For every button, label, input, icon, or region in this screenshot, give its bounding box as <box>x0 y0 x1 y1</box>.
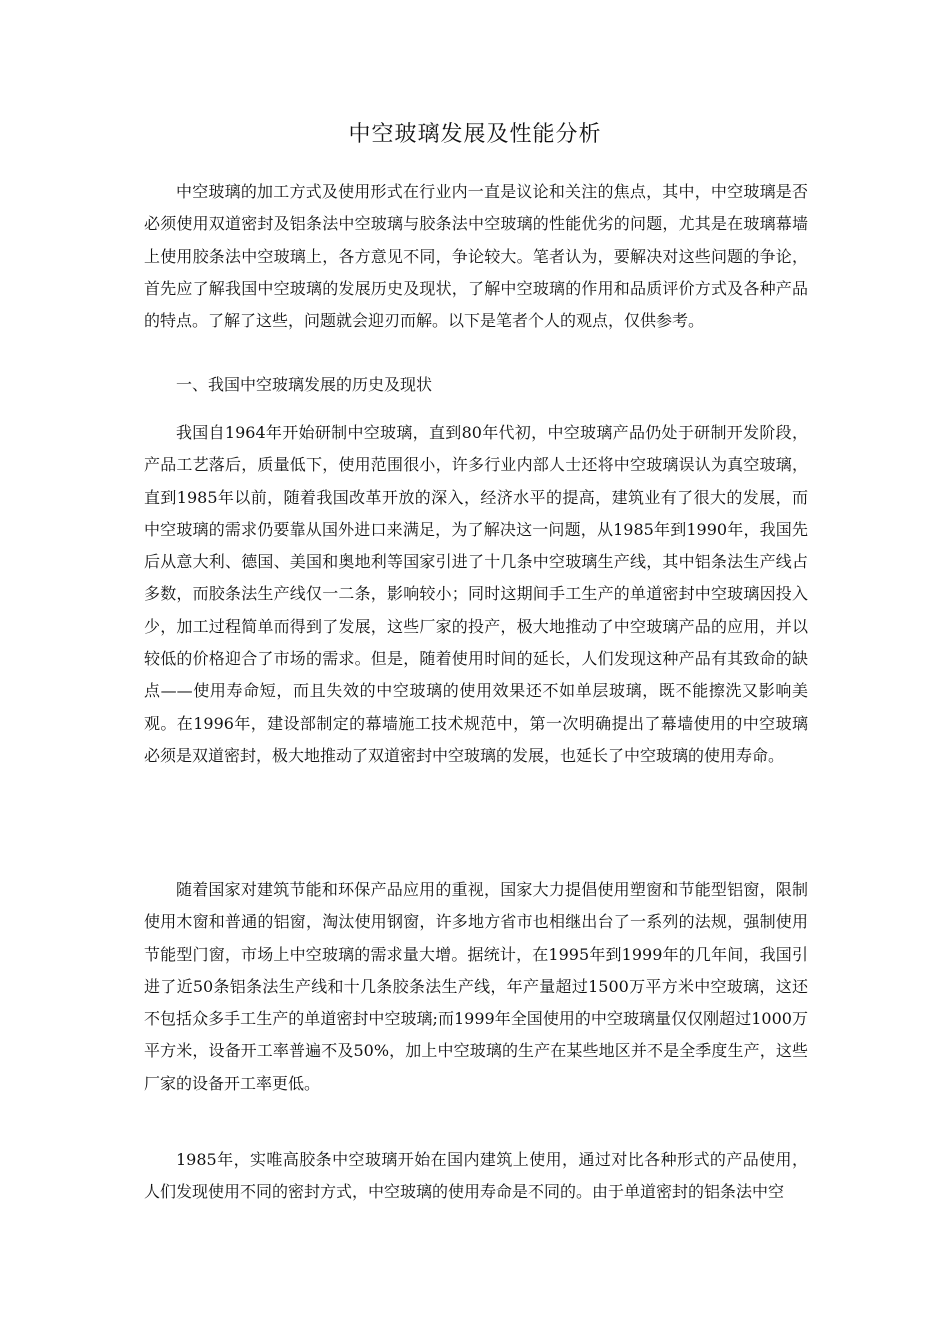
intro-paragraph: 中空玻璃的加工方式及使用形式在行业内一直是议论和关注的焦点，其中，中空玻璃是否必须使用双道密封及铝条法中空玻璃与胶条法中空玻璃的性能优劣的问题，尤其是在玻璃幕墙上使用胶条法中空玻璃上，各方意见不同，争论较大。笔者认为，要解决对这些问题的争论，首先应了解我国中空玻璃的发展历史及现状，了解中空玻璃的作用和品质评价方式及各种产品的特点。了解了这些，问题就会迎刃而解。以下是笔者个人的观点，仅供参考。 <box>144 182 808 331</box>
sealing-paragraph: 1985年，实唯高胶条中空玻璃开始在国内建筑上使用，通过对比各种形式的产品使用，人们发现使用不同的密封方式，中空玻璃的使用寿命是不同的。由于单道密封的铝条法中空 <box>144 1150 808 1202</box>
market-paragraph: 随着国家对建筑节能和环保产品应用的重视，国家大力提倡使用塑窗和节能型铝窗，限制使用木窗和普通的铝窗，淘汰使用钢窗，许多地方省市也相继出台了一系列的法规，强制使用节能型门窗，市场上中空玻璃的需求量大增。据统计，在1995年到1999年的几年间，我国引进了近50条铝条法生产线和十几条胶条法生产线，年产量超过1500万平方米中空玻璃，这还不包括众多手工生产的单道密封中空玻璃;而1999年全国使用的中空玻璃量仅仅刚超过1000万平方米，设备开工率普遍不及50%，加上中空玻璃的生产在某些地区并不是全季度生产，这些厂家的设备开工率更低。 <box>144 880 808 1093</box>
section-heading: 一、我国中空玻璃发展的历史及现状 <box>176 375 433 394</box>
document-title: 中空玻璃发展及性能分析 <box>348 122 602 147</box>
history-paragraph: 我国自1964年开始研制中空玻璃，直到80年代初，中空玻璃产品仍处于研制开发阶段，产品工艺落后，质量低下，使用范围很小，许多行业内部人士还将中空玻璃误认为真空玻璃，直到1985年以前，随着我国改革开放的深入，经济水平的提高，建筑业有了很大的发展，而中空玻璃的需求仍要靠从国外进口来满足，为了解决这一问题，从1985年到1990年，我国先后从意大利、德国、美国和奥地利等国家引进了十几条中空玻璃生产线，其中铝条法生产线占多数，而胶条法生产线仅一二条，影响较小；同时这期间手工生产的单道密封中空玻璃因投入少，加工过程简单而得到了发展，这些厂家的投产，极大地推动了中空玻璃产品的应用，并以较低的价格迎合了市场的需求。但是，随着使用时间的延长，人们发现这种产品有其致命的缺点——使用寿命短，而且失效的中空玻璃的使用效果还不如单层玻璃，既不能擦洗又影响美观。在1996年，建设部制定的幕墙施工技术规范中，第一次明确提出了幕墙使用的中空玻璃必须是双道密封，极大地推动了双道密封中空玻璃的发展，也延长了中空玻璃的使用寿命。 <box>144 423 808 765</box>
